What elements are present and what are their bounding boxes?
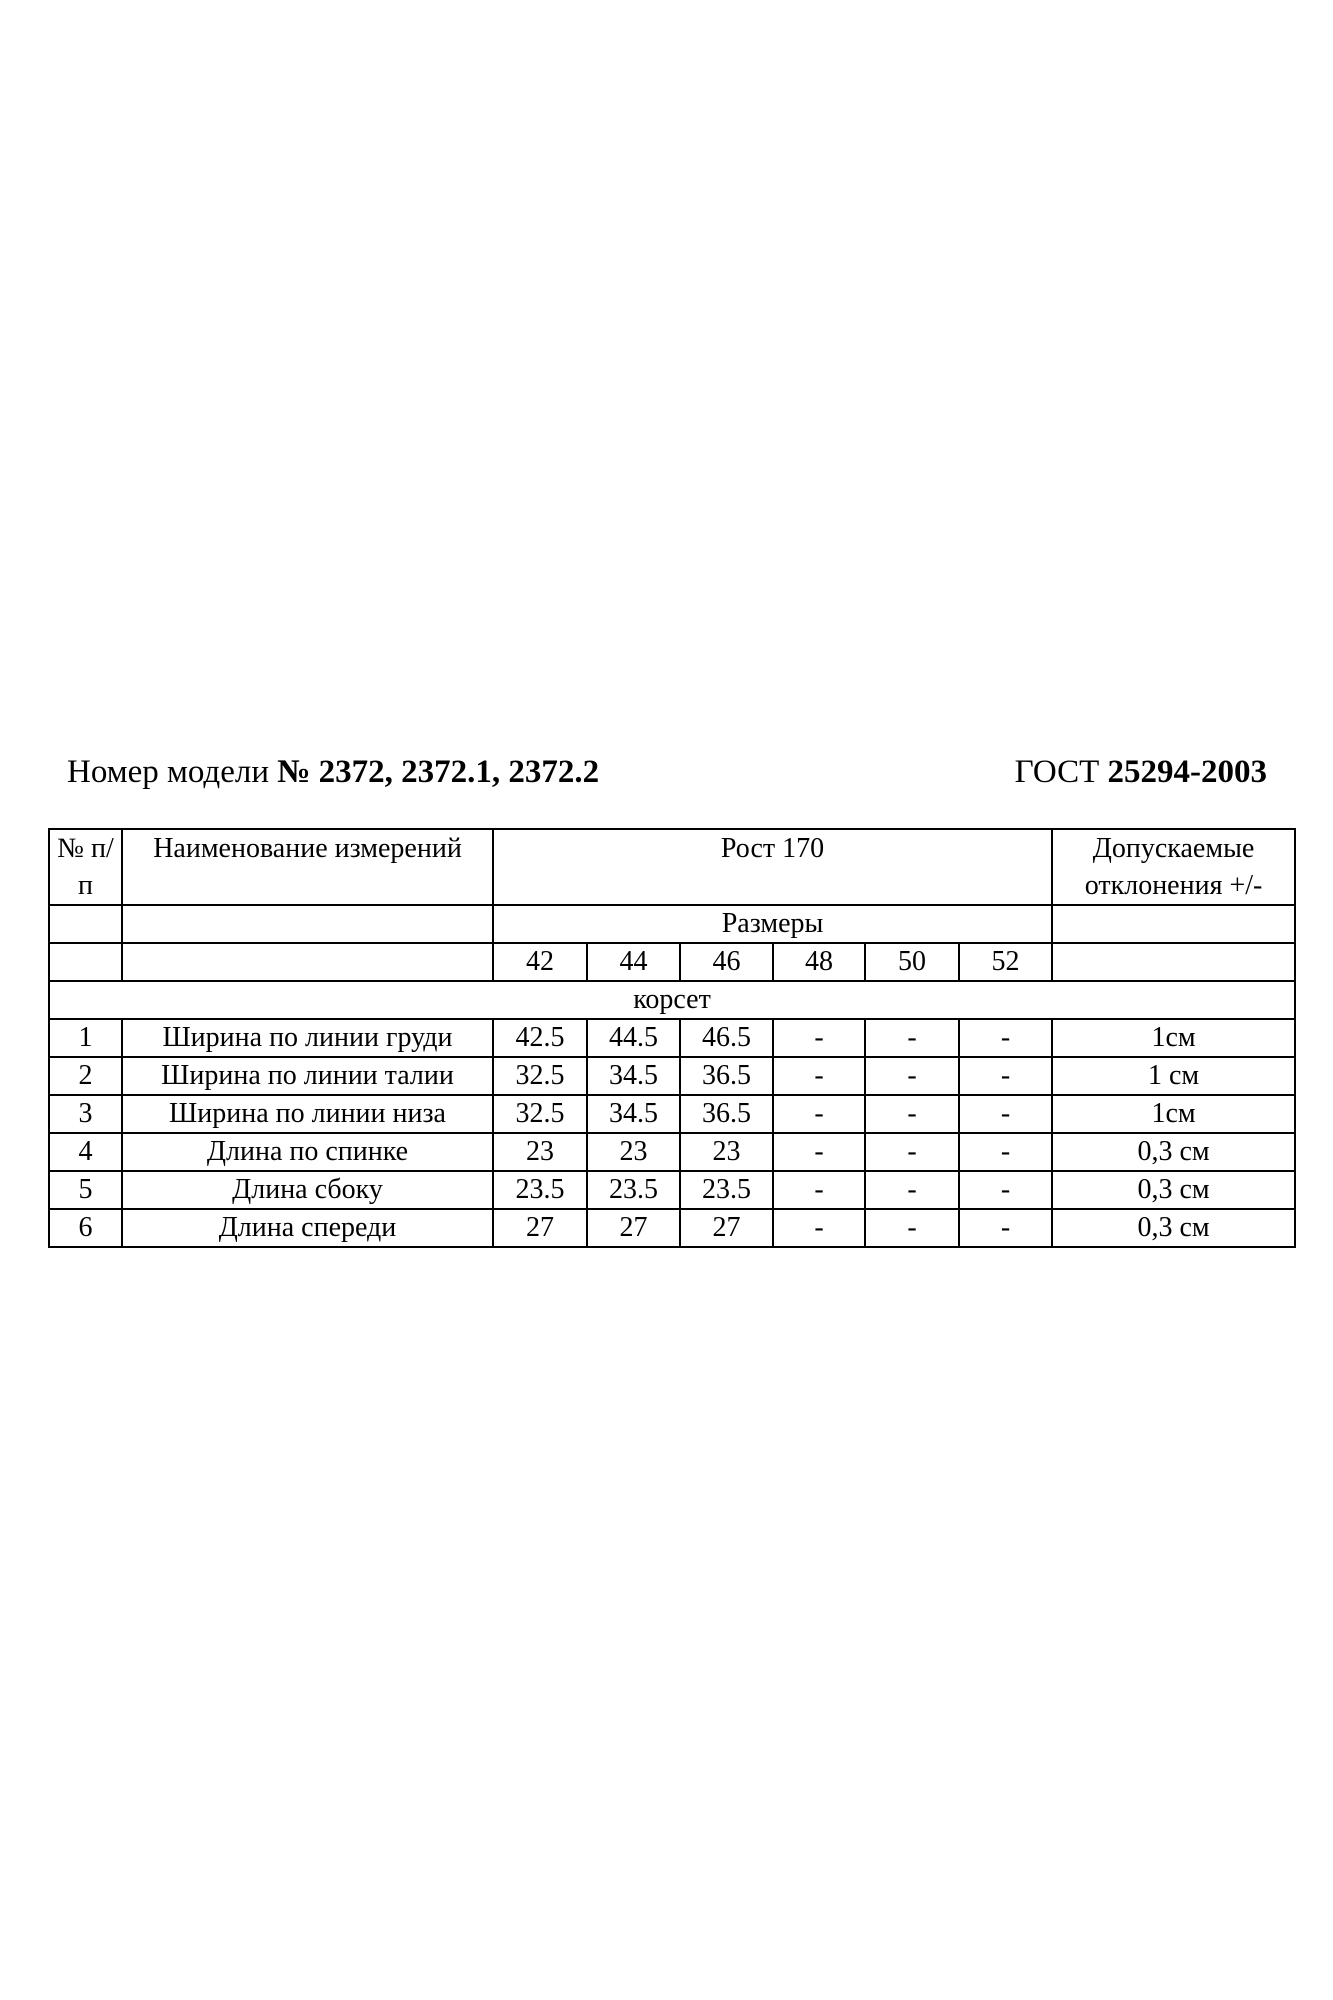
measurement-value: 32.5 [493,1095,587,1133]
empty-cell [49,943,122,981]
measurement-value: 23.5 [493,1171,587,1209]
row-number: 1 [49,1019,122,1057]
measurement-value: - [865,1133,959,1171]
measurement-value: 23 [680,1133,773,1171]
tolerance-value: 1 см [1052,1057,1295,1095]
measurement-value: - [959,1019,1052,1057]
measurement-value: 42.5 [493,1019,587,1057]
measurement-value: 27 [680,1209,773,1247]
measurement-name: Ширина по линии низа [122,1095,493,1133]
measurement-value: - [959,1171,1052,1209]
column-header-name: Наименование измерений [122,829,493,905]
table-row [49,1209,1295,1247]
empty-cell [49,905,122,943]
measurement-name: Длина по спинке [122,1133,493,1171]
gost-line [1015,748,1267,796]
sizes-label: Размеры [493,905,1052,943]
table-sizes-label-row [49,905,1295,943]
measurement-name: Ширина по линии груди [122,1019,493,1057]
column-header-tolerance: Допускаемые отклонения +/- [1052,829,1295,905]
measurement-value: - [773,1171,865,1209]
measurement-value: 23 [587,1133,680,1171]
gost-number: 25294-2003 [1107,754,1267,790]
measurement-value: 34.5 [587,1095,680,1133]
measurement-value: 46.5 [680,1019,773,1057]
measurement-value: - [865,1209,959,1247]
table-sizes-row [49,943,1295,981]
measurement-value: - [865,1095,959,1133]
measurement-value: - [959,1133,1052,1171]
measurement-value: 23.5 [680,1171,773,1209]
empty-cell [1052,943,1295,981]
row-number: 4 [49,1133,122,1171]
table-row [49,1133,1295,1171]
column-header-number: № п/п [49,829,122,905]
measurement-value: - [773,1095,865,1133]
measurement-value: 23.5 [587,1171,680,1209]
table-section-row [49,981,1295,1019]
model-number-line [67,748,599,796]
measurement-value: 44.5 [587,1019,680,1057]
measurement-value: 27 [493,1209,587,1247]
tolerance-value: 0,3 см [1052,1133,1295,1171]
measurement-value: 27 [587,1209,680,1247]
measurement-value: - [773,1133,865,1171]
table-row [49,1019,1295,1057]
measurement-value: - [865,1019,959,1057]
measurement-value: - [773,1057,865,1095]
measurement-value: - [865,1171,959,1209]
tolerance-value: 0,3 см [1052,1209,1295,1247]
measurements-table [48,828,1296,1248]
column-header-height: Рост 170 [493,829,1052,905]
measurement-value: 36.5 [680,1057,773,1095]
measurement-value: 23 [493,1133,587,1171]
table-header-row [49,829,1295,905]
table-row [49,1057,1295,1095]
size-cell: 42 [493,943,587,981]
table-row [49,1171,1295,1209]
model-label: Номер модели [67,754,278,790]
size-cell: 52 [959,943,1052,981]
measurement-value: - [865,1057,959,1095]
size-cell: 48 [773,943,865,981]
row-number: 2 [49,1057,122,1095]
table-row [49,1095,1295,1133]
measurement-value: - [959,1095,1052,1133]
measurement-name: Длина спереди [122,1209,493,1247]
size-cell: 44 [587,943,680,981]
row-number: 3 [49,1095,122,1133]
measurement-value: - [773,1209,865,1247]
measurement-name: Длина сбоку [122,1171,493,1209]
empty-cell [1052,905,1295,943]
empty-cell [122,905,493,943]
measurement-value: - [773,1019,865,1057]
measurement-value: - [959,1209,1052,1247]
empty-cell [122,943,493,981]
section-label: корсет [49,981,1295,1019]
row-number: 5 [49,1171,122,1209]
measurement-value: 36.5 [680,1095,773,1133]
row-number: 6 [49,1209,122,1247]
document-header [67,748,1267,796]
size-cell: 50 [865,943,959,981]
measurement-value: 32.5 [493,1057,587,1095]
measurement-value: - [959,1057,1052,1095]
measurement-value: 34.5 [587,1057,680,1095]
tolerance-value: 0,3 см [1052,1171,1295,1209]
size-cell: 46 [680,943,773,981]
gost-label: ГОСТ [1014,754,1108,790]
model-numbers: № 2372, 2372.1, 2372.2 [277,754,600,790]
tolerance-value: 1см [1052,1019,1295,1057]
tolerance-value: 1см [1052,1095,1295,1133]
measurement-name: Ширина по линии талии [122,1057,493,1095]
